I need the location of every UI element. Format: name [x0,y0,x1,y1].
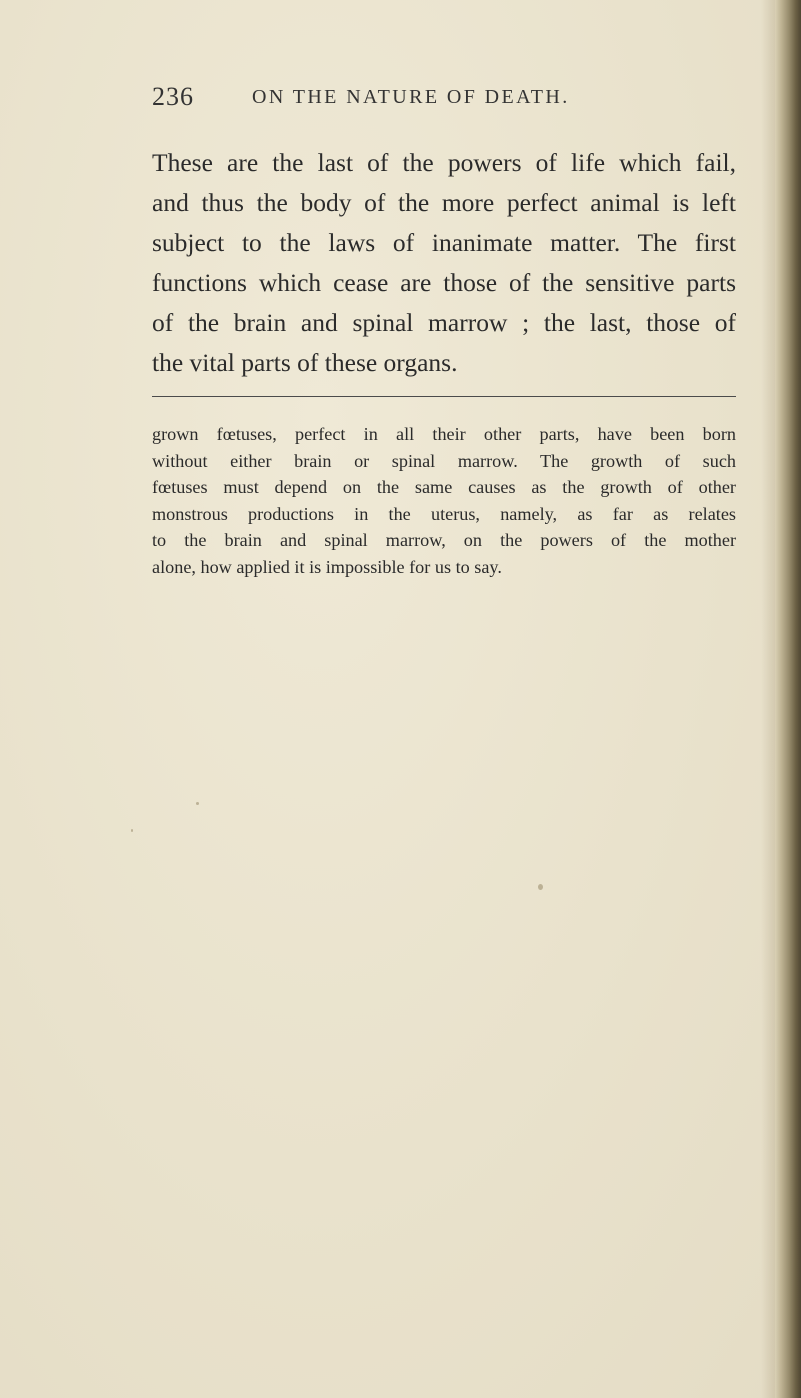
body-line: functions which cease are those of the sensitive parts [152,268,736,297]
body-line: and thus the body of the more perfect animal is left [152,188,736,217]
gutter-shadow [761,0,775,1398]
footnote [152,421,736,580]
body-line: of the brain and spinal marrow ; the last, those of [152,308,736,337]
body-line: the vital parts of these organs. [152,348,458,377]
footnote-line: monstrous productions in the uterus, namely, as far as relates [152,503,736,524]
page-number: 236 [152,82,194,111]
paper-speck [196,802,199,805]
page-header [152,82,712,122]
footnote-line: fœtuses must depend on the same causes as the growth of other [152,477,736,497]
running-head: ON THE NATURE OF DEATH. [252,86,570,108]
paper-speck [131,829,133,832]
footnote-line: alone, how applied it is impossible for us to say. [152,556,502,577]
body-line: subject to the laws of inanimate matter. The first [152,228,736,257]
body-line: These are the last of the powers of life which fail, [152,148,736,177]
body-paragraph [152,143,736,383]
footnote-line: grown fœtuses, perfect in all their other parts, have been born [152,424,736,444]
footnote-divider [152,396,736,397]
footnote-line: without either brain or spinal marrow. The growth of such [152,450,736,471]
footnote-line: to the brain and spinal marrow, on the powers of the mother [152,530,736,550]
page-edge [775,0,801,1398]
paper-speck [538,884,543,890]
